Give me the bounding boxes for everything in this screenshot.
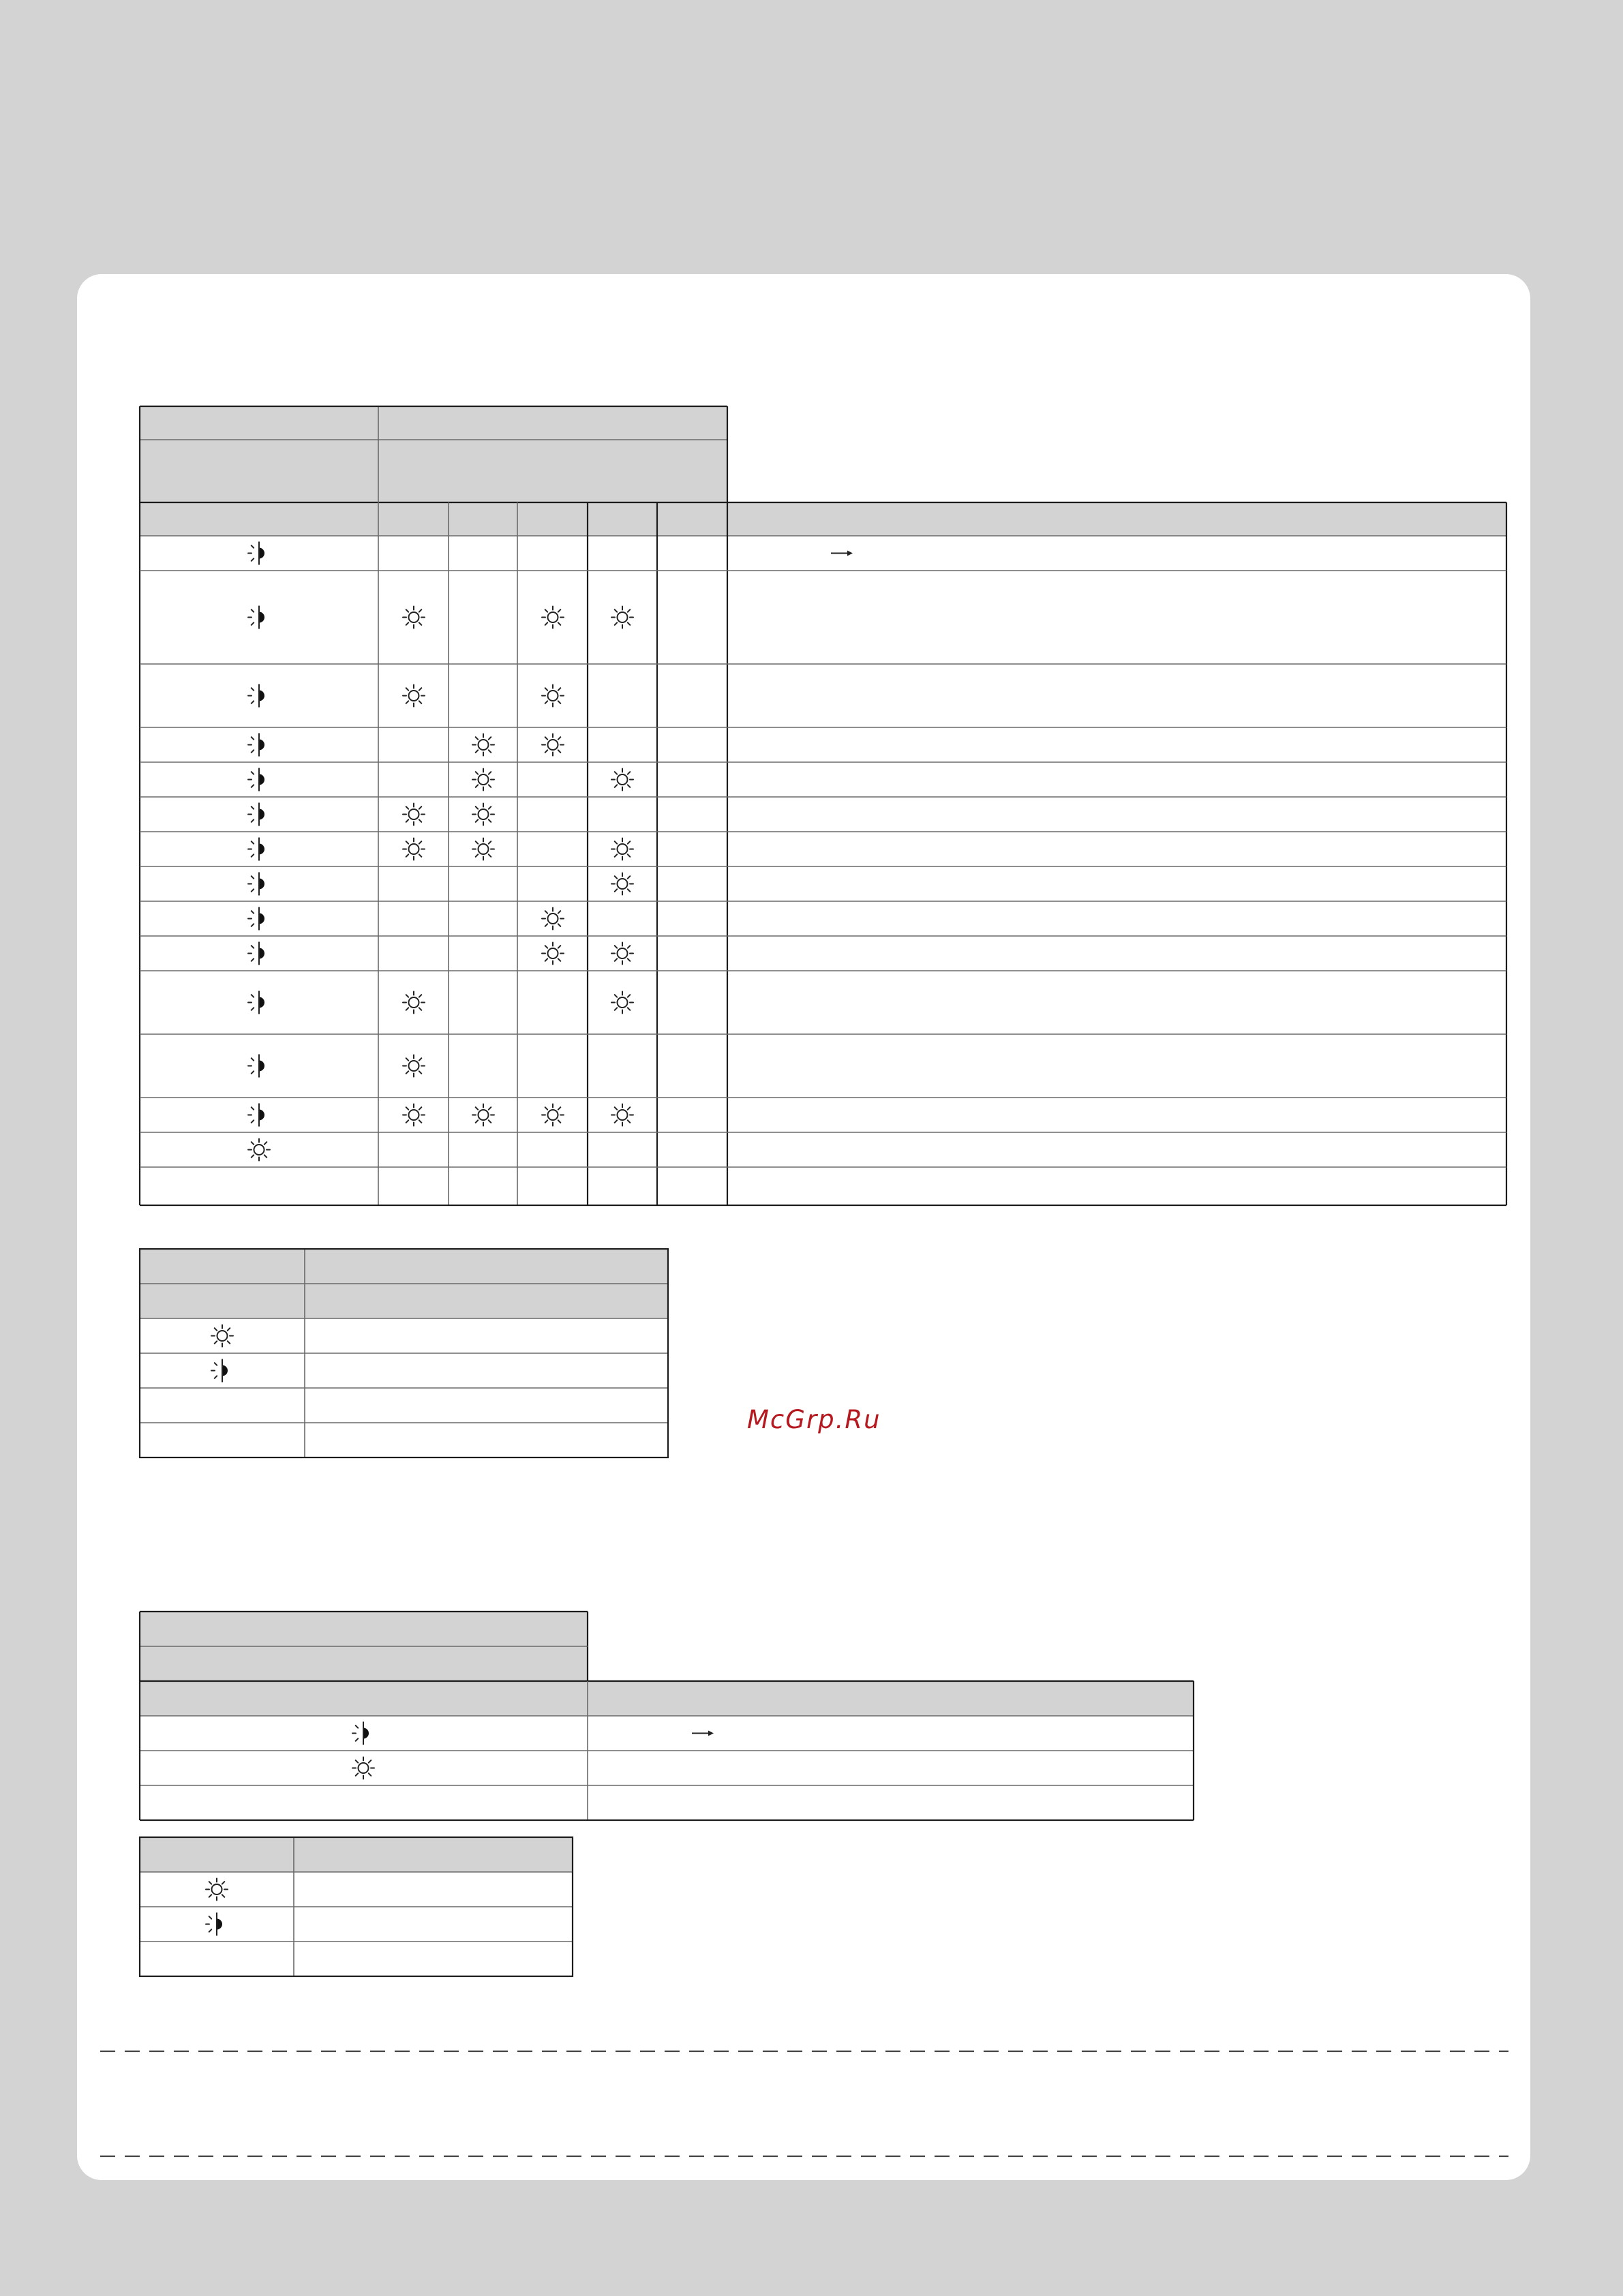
- sun-on-icon: [472, 734, 494, 756]
- sun-on-icon: [542, 908, 564, 930]
- sun-on-icon: [352, 1757, 374, 1779]
- half-sun-blink-icon: [248, 606, 264, 629]
- sun-on-icon: [611, 1104, 633, 1126]
- sun-on-icon: [472, 769, 494, 791]
- sun-on-icon: [611, 992, 633, 1014]
- sun-on-icon: [611, 839, 633, 860]
- watermark-text: McGrp.Ru: [747, 1405, 881, 1434]
- tables-grid: [77, 274, 1530, 2180]
- sun-on-icon: [542, 734, 564, 756]
- table-row: [248, 1055, 425, 1078]
- sun-on-icon: [403, 1055, 425, 1077]
- right-arrow-icon: [692, 1731, 714, 1736]
- half-sun-blink-icon: [248, 1055, 264, 1078]
- main-table: [140, 406, 1506, 1205]
- sun-on-icon: [542, 1104, 564, 1126]
- sun-on-icon: [542, 943, 564, 965]
- table-row: [248, 684, 564, 708]
- half-sun-blink-icon: [248, 803, 264, 826]
- sun-on-icon: [542, 685, 564, 707]
- sun-on-icon: [403, 804, 425, 826]
- sun-on-icon: [611, 769, 633, 791]
- half-sun-blink-icon: [248, 542, 264, 565]
- legend-table-2: [140, 1837, 573, 1976]
- half-sun-blink-icon: [248, 1104, 264, 1127]
- sun-on-icon: [472, 839, 494, 860]
- half-sun-blink-icon: [248, 768, 264, 791]
- table-row: [248, 1139, 270, 1161]
- table-row: [248, 838, 633, 861]
- sun-on-icon: [403, 1104, 425, 1126]
- table-row: [248, 734, 564, 757]
- half-sun-blink-icon: [352, 1722, 369, 1745]
- table-row: [248, 907, 564, 931]
- sun-on-icon: [472, 1104, 494, 1126]
- sun-on-icon: [403, 685, 425, 707]
- sun-on-icon: [472, 804, 494, 826]
- sun-on-icon: [248, 1139, 270, 1161]
- sun-on-icon: [211, 1325, 233, 1347]
- sun-on-icon: [403, 607, 425, 629]
- half-sun-blink-icon: [248, 942, 264, 965]
- table-row: [248, 542, 853, 565]
- table-row: [248, 606, 633, 629]
- half-sun-blink-icon: [248, 873, 264, 896]
- half-sun-blink-icon: [206, 1913, 222, 1936]
- half-sun-blink-icon: [248, 684, 264, 708]
- sun-on-icon: [403, 839, 425, 860]
- half-sun-blink-icon: [248, 991, 264, 1014]
- sun-on-icon: [403, 992, 425, 1014]
- table-row: [248, 873, 633, 896]
- table-row: [248, 991, 633, 1014]
- sun-on-icon: [611, 607, 633, 629]
- table-row: [248, 1104, 633, 1127]
- half-sun-blink-icon: [248, 907, 264, 931]
- sun-on-icon: [611, 873, 633, 895]
- right-arrow-icon: [831, 551, 853, 556]
- sun-on-icon: [542, 607, 564, 629]
- table-row: [248, 942, 633, 965]
- half-sun-blink-icon: [248, 734, 264, 757]
- half-sun-blink-icon: [211, 1359, 228, 1383]
- legend-table-1: [140, 1249, 668, 1457]
- table-2: [140, 1612, 1194, 1820]
- manual-page: [77, 274, 1530, 2180]
- sun-on-icon: [206, 1879, 228, 1901]
- sun-on-icon: [611, 943, 633, 965]
- table-row: [248, 803, 494, 826]
- half-sun-blink-icon: [248, 838, 264, 861]
- table-row: [248, 768, 633, 791]
